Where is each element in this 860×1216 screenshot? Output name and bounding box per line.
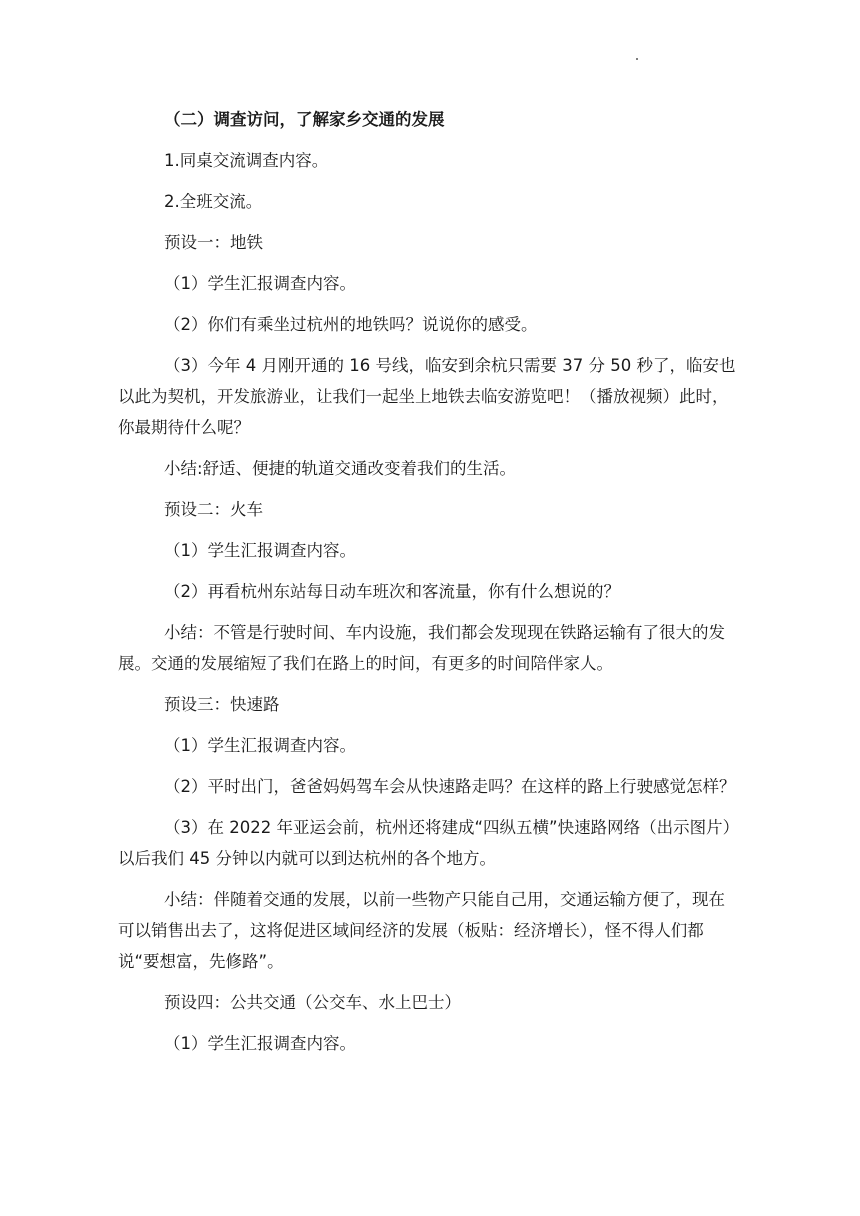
paragraph-step-2: 2.全班交流。 (164, 192, 263, 211)
paragraph-preset-1-summary: 小结:舒适、便捷的轨道交通改变着我们的生活。 (164, 459, 517, 478)
paragraph-preset-2-item-1: （1）学生汇报调查内容。 (164, 541, 356, 560)
document-body (118, 104, 736, 1069)
paragraph-preset-3-summary: 小结：伴随着交通的发展，以前一些物产只能自己用，交通运输方便了，现在可以销售出去了，这将促进区域间经济的发展（板贴：经济增长），怪不得人们都说“要想富，先修路”。 (118, 890, 725, 971)
paragraph-step-1: 1.同桌交流调查内容。 (164, 151, 329, 170)
paragraph-preset-1-item-1: （1）学生汇报调查内容。 (164, 274, 356, 293)
paragraph-preset-1-item-2: （2）你们有乘坐过杭州的地铁吗？说说你的感受。 (164, 315, 538, 334)
page-mark (636, 58, 638, 60)
paragraph-preset-4-title: 预设四：公共交通（公交车、水上巴士） (164, 993, 461, 1012)
section-heading: （二）调查访问，了解家乡交通的发展 (164, 110, 445, 129)
paragraph-preset-3-item-3: （3）在 2022 年亚运会前，杭州还将建成“四纵五横”快速路网络（出示图片）以后我们 45 分钟以内就可以到达杭州的各个地方。 (118, 818, 731, 868)
paragraph-preset-4-item-1: （1）学生汇报调查内容。 (164, 1034, 356, 1053)
paragraph-preset-3-item-2: （2）平时出门，爸爸妈妈驾车会从快速路走吗？在这样的路上行驶感觉怎样？ (164, 777, 736, 796)
paragraph-preset-2-item-2: （2）再看杭州东站每日动车班次和客流量，你有什么想说的？ (164, 582, 620, 601)
paragraph-preset-2-title: 预设二：火车 (164, 500, 263, 519)
paragraph-preset-3-item-1: （1）学生汇报调查内容。 (164, 736, 356, 755)
paragraph-preset-2-summary: 小结：不管是行驶时间、车内设施，我们都会发现现在铁路运输有了很大的发展。交通的发展缩短了我们在路上的时间，有更多的时间陪伴家人。 (118, 623, 725, 673)
paragraph-preset-1-title: 预设一：地铁 (164, 233, 263, 252)
paragraph-preset-3-title: 预设三：快速路 (164, 695, 280, 714)
paragraph-preset-1-item-3: （3）今年 4 月刚开通的 16 号线，临安到余杭只需要 37 分 50 秒了，临安也以此为契机，开发旅游业，让我们一起坐上地铁去临安游览吧！（播放视频）此时，你最期待什么呢？ (118, 356, 736, 437)
